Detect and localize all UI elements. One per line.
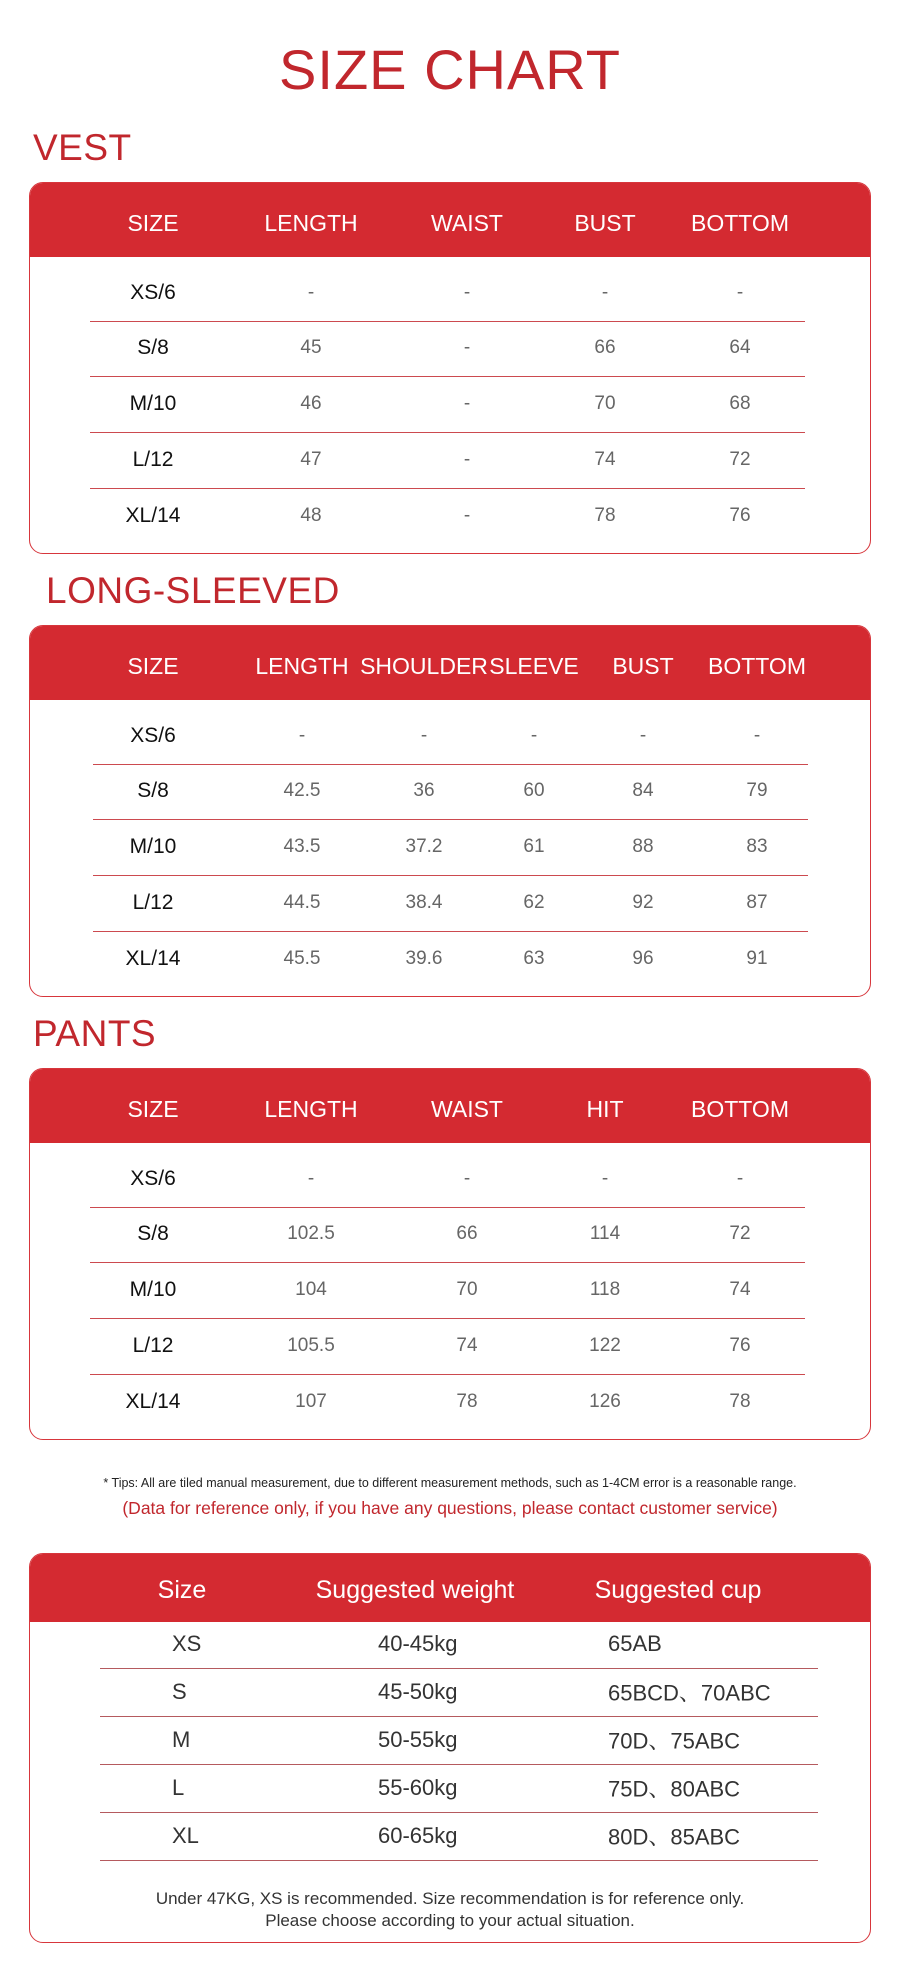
long-sleeved-cell-shoulder: 39.6 — [405, 948, 443, 969]
suggested-weight: 45-50kg — [378, 1679, 458, 1704]
long-sleeved-cell-shoulder: 36 — [413, 780, 435, 801]
recommendation-header-size: Size — [157, 1576, 207, 1604]
long-sleeved-cell-sleeve: 60 — [523, 780, 545, 801]
long-sleeved-row-size: XL/14 — [125, 947, 181, 970]
long-sleeved-header-bust: BUST — [612, 653, 674, 679]
pants-row-size: XS/6 — [130, 1167, 176, 1190]
long-sleeved-cell-length: 45.5 — [283, 948, 321, 969]
pants-header-size: SIZE — [127, 1096, 179, 1122]
long-sleeved-cell-sleeve: - — [530, 725, 538, 746]
row-divider — [93, 819, 808, 820]
pants-cell-waist: 78 — [456, 1391, 478, 1412]
row-divider — [90, 1374, 805, 1375]
pants-cell-hit: - — [601, 1168, 609, 1189]
long-sleeved-cell-bottom: 83 — [746, 836, 768, 857]
long-sleeved-section-title: LONG-SLEEVED — [46, 570, 340, 611]
long-sleeved-cell-bust: 88 — [632, 836, 654, 857]
vest-row-size: XL/14 — [125, 504, 181, 527]
long-sleeved-header-size: SIZE — [127, 653, 179, 679]
vest-header-bust: BUST — [574, 210, 636, 236]
pants-header-bottom: BOTTOM — [691, 1096, 789, 1122]
vest-cell-waist: - — [463, 393, 471, 414]
pants-cell-bottom: - — [736, 1168, 744, 1189]
row-divider — [100, 1860, 818, 1861]
pants-cell-length: 105.5 — [287, 1335, 335, 1356]
row-divider — [90, 1318, 805, 1319]
vest-cell-length: - — [307, 282, 315, 303]
suggested-weight: 50-55kg — [378, 1727, 458, 1752]
pants-row-size: XL/14 — [125, 1390, 181, 1413]
pants-header-waist: WAIST — [431, 1096, 503, 1122]
long-sleeved-cell-bottom: 91 — [746, 948, 768, 969]
vest-cell-bottom: 68 — [729, 393, 751, 414]
suggested-cup: 65BCD、70ABC — [608, 1680, 771, 1706]
pants-size-table — [29, 1068, 871, 1440]
row-divider — [90, 321, 805, 322]
long-sleeved-row-size: L/12 — [132, 891, 174, 914]
vest-header-length: LENGTH — [264, 210, 358, 236]
long-sleeved-cell-length: 44.5 — [283, 892, 321, 913]
long-sleeved-cell-bust: 84 — [632, 780, 654, 801]
suggested-cup: 80D、85ABC — [608, 1824, 741, 1850]
recommendation-size: S — [172, 1679, 187, 1704]
row-divider — [90, 1262, 805, 1263]
row-divider — [90, 432, 805, 433]
long-sleeved-header-shoulder: SHOULDER — [360, 653, 488, 679]
long-sleeved-cell-sleeve: 62 — [523, 892, 545, 913]
pants-cell-length: 102.5 — [287, 1223, 335, 1244]
vest-row-size: S/8 — [137, 336, 169, 359]
pants-cell-hit: 122 — [589, 1335, 621, 1356]
row-divider — [100, 1668, 818, 1669]
vest-cell-length: 46 — [300, 393, 322, 414]
long-sleeved-cell-shoulder: - — [420, 725, 428, 746]
suggested-cup: 70D、75ABC — [608, 1728, 741, 1754]
long-sleeved-cell-sleeve: 63 — [523, 948, 545, 969]
size-recommendation-table — [29, 1553, 871, 1943]
pants-cell-bottom: 72 — [729, 1223, 751, 1244]
reference-note: (Data for reference only, if you have any questions, please contact customer service) — [122, 1498, 778, 1518]
pants-cell-waist: 74 — [456, 1335, 478, 1356]
long-sleeved-header-bottom: BOTTOM — [708, 653, 806, 679]
vest-cell-bottom: 72 — [729, 449, 751, 470]
suggested-weight: 55-60kg — [378, 1775, 458, 1800]
pants-header-length: LENGTH — [264, 1096, 358, 1122]
vest-cell-waist: - — [463, 282, 471, 303]
vest-cell-bottom: 64 — [729, 337, 751, 358]
long-sleeved-size-table — [29, 625, 871, 997]
recommendation-header-suggested-weight: Suggested weight — [315, 1576, 515, 1604]
row-divider — [90, 488, 805, 489]
suggested-weight: 60-65kg — [378, 1823, 458, 1848]
suggested-cup: 65AB — [608, 1631, 662, 1656]
row-divider — [90, 376, 805, 377]
pants-cell-hit: 118 — [589, 1279, 621, 1300]
vest-cell-bust: - — [601, 282, 609, 303]
pants-cell-waist: - — [463, 1168, 471, 1189]
long-sleeved-cell-sleeve: 61 — [523, 836, 545, 857]
long-sleeved-table-header — [30, 626, 870, 700]
recommendation-size: M — [172, 1727, 191, 1752]
long-sleeved-cell-length: 43.5 — [283, 836, 321, 857]
measurement-tip: * Tips: All are tiled manual measurement, due to different measurement methods, such as 1-4CM error is a reasonable range. — [103, 1476, 797, 1490]
vest-cell-bottom: 76 — [729, 505, 751, 526]
recommendation-table-header — [30, 1554, 870, 1622]
long-sleeved-cell-bottom: - — [753, 725, 761, 746]
pants-cell-bottom: 76 — [729, 1335, 751, 1356]
vest-header-size: SIZE — [127, 210, 179, 236]
pants-cell-length: 104 — [295, 1279, 327, 1300]
row-divider — [93, 875, 808, 876]
vest-cell-waist: - — [463, 505, 471, 526]
vest-header-bottom: BOTTOM — [691, 210, 789, 236]
row-divider — [93, 931, 808, 932]
pants-table-header — [30, 1069, 870, 1143]
pants-cell-length: 107 — [295, 1391, 327, 1412]
long-sleeved-cell-bust: 96 — [632, 948, 654, 969]
pants-cell-waist: 66 — [456, 1223, 478, 1244]
vest-header-waist: WAIST — [431, 210, 503, 236]
pants-row-size: M/10 — [129, 1278, 177, 1301]
long-sleeved-cell-bust: 92 — [632, 892, 654, 913]
vest-cell-length: 47 — [300, 449, 322, 470]
long-sleeved-row-size: M/10 — [129, 835, 177, 858]
long-sleeved-row-size: S/8 — [137, 779, 169, 802]
pants-cell-hit: 126 — [589, 1391, 621, 1412]
row-divider — [100, 1812, 818, 1813]
pants-cell-hit: 114 — [589, 1223, 621, 1244]
vest-cell-length: 45 — [300, 337, 322, 358]
long-sleeved-cell-bottom: 79 — [746, 780, 768, 801]
row-divider — [100, 1716, 818, 1717]
recommendation-header-suggested-cup: Suggested cup — [594, 1576, 762, 1604]
vest-cell-waist: - — [463, 337, 471, 358]
long-sleeved-header-length: LENGTH — [255, 653, 349, 679]
suggested-cup: 75D、80ABC — [608, 1776, 741, 1802]
vest-section-title: VEST — [33, 127, 132, 168]
row-divider — [90, 1207, 805, 1208]
vest-cell-waist: - — [463, 449, 471, 470]
pants-row-size: L/12 — [132, 1334, 174, 1357]
pants-section-title: PANTS — [33, 1013, 157, 1054]
long-sleeved-cell-length: - — [298, 725, 306, 746]
pants-row-size: S/8 — [137, 1222, 169, 1245]
recommendation-note-line2: Please choose according to your actual situation. — [265, 1911, 635, 1930]
vest-cell-bust: 78 — [594, 505, 616, 526]
page-title: SIZE CHART — [279, 38, 621, 101]
vest-row-size: L/12 — [132, 448, 174, 471]
long-sleeved-row-size: XS/6 — [130, 724, 176, 747]
suggested-weight: 40-45kg — [378, 1631, 458, 1656]
long-sleeved-cell-shoulder: 38.4 — [405, 892, 443, 913]
recommendation-note-line1: Under 47KG, XS is recommended. Size recommendation is for reference only. — [155, 1889, 745, 1908]
long-sleeved-cell-length: 42.5 — [283, 780, 321, 801]
recommendation-size: XS — [172, 1631, 202, 1656]
row-divider — [100, 1764, 818, 1765]
long-sleeved-cell-shoulder: 37.2 — [405, 836, 443, 857]
pants-cell-bottom: 74 — [729, 1279, 751, 1300]
vest-row-size: M/10 — [129, 392, 177, 415]
long-sleeved-header-sleeve: SLEEVE — [489, 653, 579, 679]
recommendation-size: XL — [172, 1823, 199, 1848]
vest-cell-bottom: - — [736, 282, 744, 303]
row-divider — [93, 764, 808, 765]
vest-row-size: XS/6 — [130, 281, 176, 304]
vest-cell-bust: 70 — [594, 393, 616, 414]
pants-cell-waist: 70 — [456, 1279, 478, 1300]
vest-table-header — [30, 183, 870, 257]
vest-cell-bust: 74 — [594, 449, 616, 470]
long-sleeved-cell-bottom: 87 — [746, 892, 768, 913]
pants-header-hit: HIT — [586, 1096, 624, 1122]
vest-cell-bust: 66 — [594, 337, 616, 358]
recommendation-size: L — [172, 1775, 185, 1800]
pants-cell-length: - — [307, 1168, 315, 1189]
vest-size-table — [29, 182, 871, 554]
pants-cell-bottom: 78 — [729, 1391, 751, 1412]
vest-cell-length: 48 — [300, 505, 322, 526]
long-sleeved-cell-bust: - — [639, 725, 647, 746]
